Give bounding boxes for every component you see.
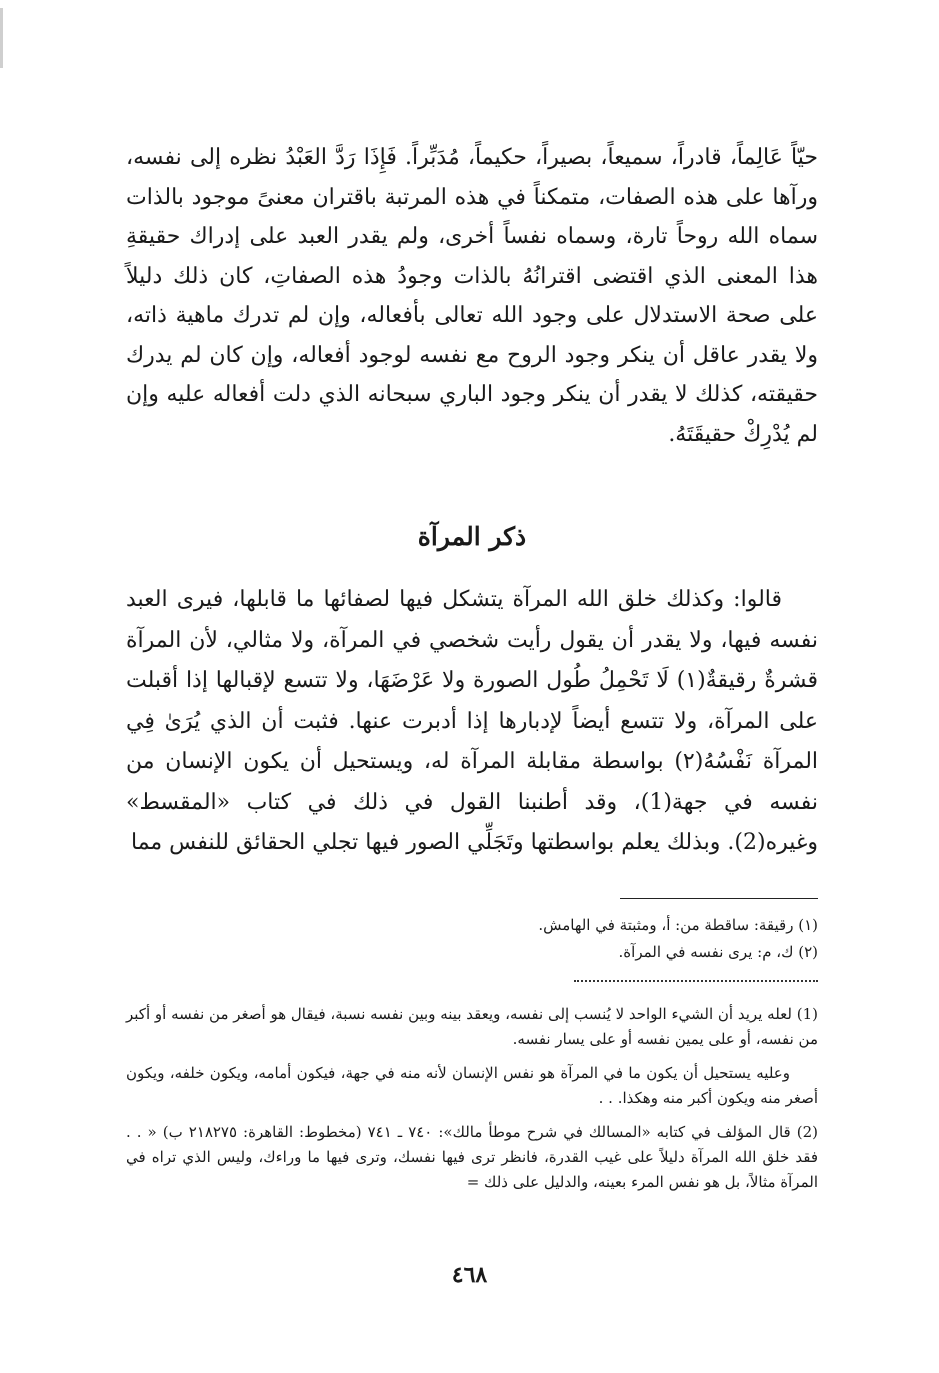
footnote-separator [620,898,818,899]
author-footnote-2: (2) قال المؤلف في كتابه «المسالك في شرح موطأ مالك»: ٧٤٠ ـ ٧٤١ (مخطوط: القاهرة: ٢١٨٢٧٥ ب) « . . فقد خلق الله المرآة دليلاً على غيب القدرة، فانظر ترى فيها نفسك، وترى فيها ما وراءك، وليس الذي تراه في المرآة مثالاً، بل هو نفس المرء بعينه، والدليل على ذلك = [126,1123,818,1191]
editor-footnote-2: (٢) ك، م: يرى نفسه في المرآة. [618,943,818,961]
section-paragraph: قالوا: وكذلك خلق الله المرآة يتشكل فيها لصفائها ما قابلها، فيرى العبد نفسه فيها، ولا يقدر أن يقول رأيت شخصي في المرآة، ولا مثالي، لأن المرآة قشرةٌ رقيقةٌ(١) لَا تَحْمِلُ طُول الصورة ولا عَرْضَهَا، ولا تتسع لإقبالها إذا أقبلت على المرآة، ولا تتسع أيضاً لإدبارها إذا أدبرت عنها. فثبت أن الذي يُرَىٰ فِي المرآة نَفْسُهُ(٢) بواسطة مقابلة المرآة له، ويستحيل أن يكون الإنسان من نفسه في جهة(1)، وقد أطنبنا القول في ذلك في كتاب «المقسط» وغيره(2). وبذلك يعلم بواسطتها وتَجَلِّي الصور فيها تجلي الحقائق للنفس مما [126,587,819,855]
scan-margin-mark [0,8,3,68]
editor-footnotes [126,912,818,966]
editor-footnote-1: (١) رقيقة: ساقطة من: أ، ومثبتة في الهامش. [538,916,818,934]
section-text-block [126,580,818,864]
author-footnote-1: (1) لعله يريد أن الشيء الواحد لا يُنسب إلى نفسه، ويعقد بينه وبين نفسه نسبة، فيقال هو أصغر من نفسه أو أكبر من نفسه، أو على يمين نفسه أو على يسار نفسه. [126,1005,818,1048]
section-title: ذكر المرآة [417,522,527,551]
author-footnotes [126,1002,818,1204]
body-paragraph: حيّاً عَالِماً، قادراً، سميعاً، بصيراً، حكيماً، مُدَبِّراً. فَإِذَا رَدَّ العَبْدُ نظره إلى نفسه، ورآها على هذه الصفات، متمكناً في هذه المرتبة باقتران معنىً موجود بالذات سماه الله روحاً تارة، وسماه نفساً أخرى، ولم يقدر العبد على إدراك حقيقةِ هذا المعنى الذي اقتضى اقترانُهُ بالذات وجودُ هذه الصفاتِ، كان ذلك دليلاً على صحة الاستدلال على وجود الله تعالى بأفعاله، وإن لم تدرك ماهية ذاته، ولا يقدر عاقل أن ينكر وجود الروح مع نفسه لوجود أفعاله، وإن كان لم يدرك حقيقته، كذلك لا يقدر أن ينكر وجود الباري سبحانه الذي دلت أفعاله عليه وإن لم يُدْرِكْ حقيقَتَهُ. [126,145,818,447]
dotted-separator [574,980,818,982]
author-footnote-1-continuation: وعليه يستحيل أن يكون ما في المرآة هو نفس الإنسان لأنه منه في جهة، فيكون أمامه، ويكون خلفه، ويكون أصغر منه ويكون أكبر منه وهكذا. . . [126,1064,818,1107]
page-number: ٤٦٨ [451,1262,488,1288]
main-text-block [126,138,818,454]
